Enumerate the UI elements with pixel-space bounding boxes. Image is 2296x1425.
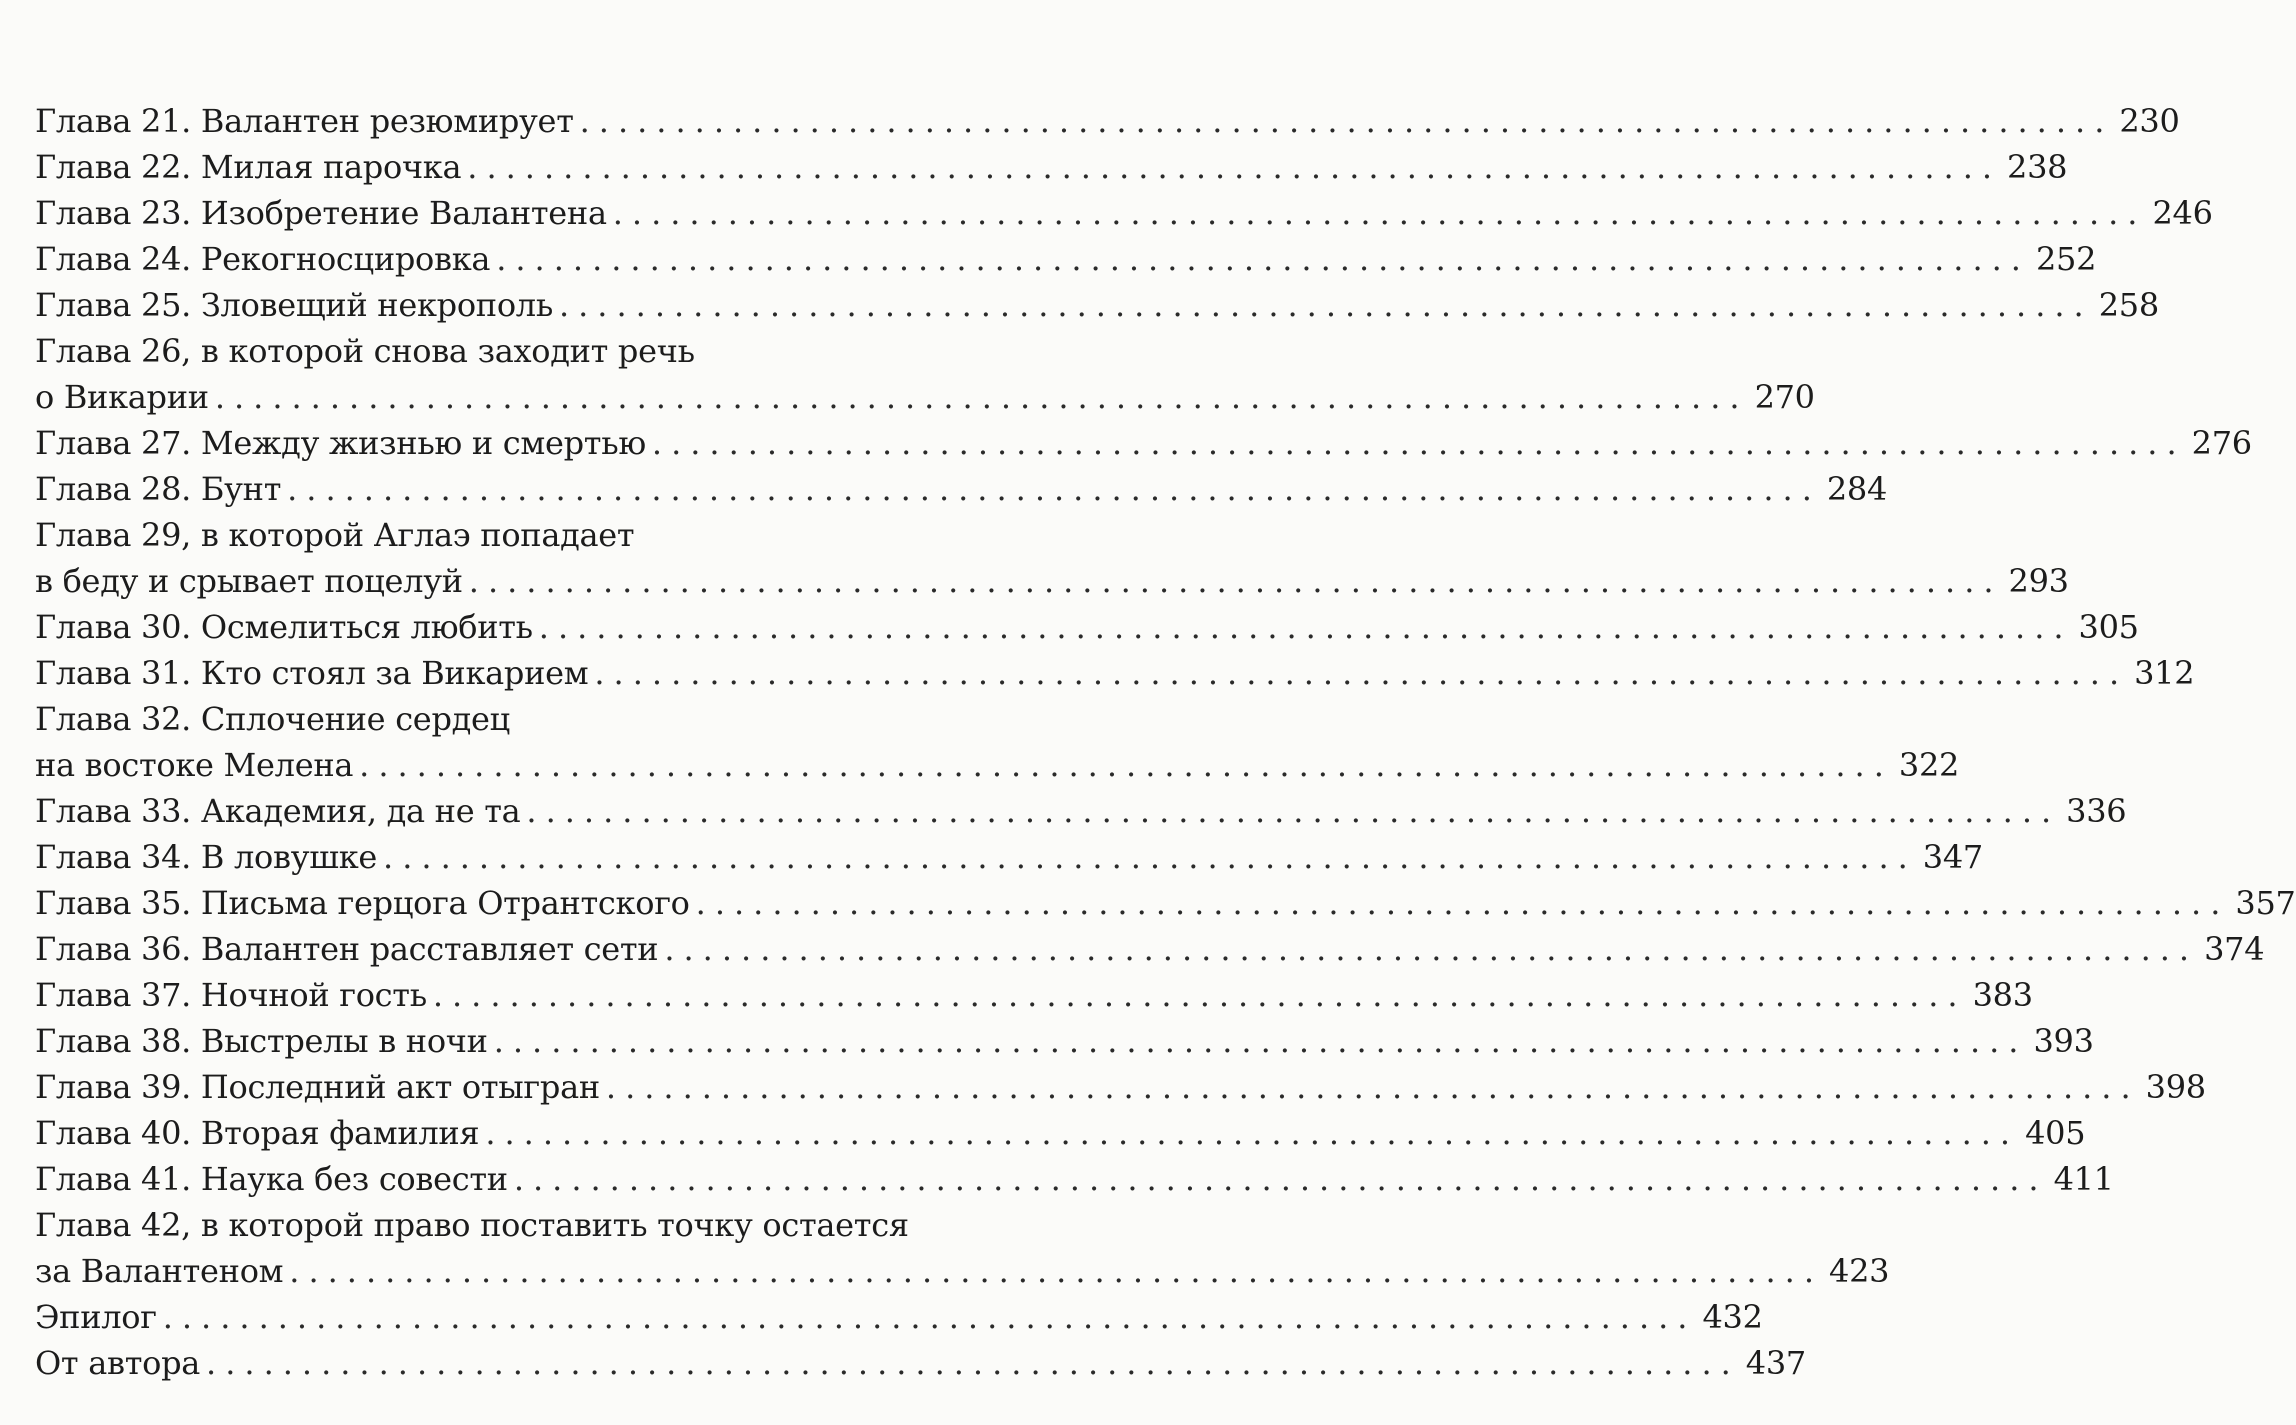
toc-line [35,696,885,742]
toc-page-number: 252 [2035,240,2097,278]
toc-entry-title: Глава 33. Академия, да не та [35,792,521,830]
toc-entry-title: Глава 31. Кто стоял за Викарием [35,654,589,692]
toc-page-number: 238 [2007,148,2068,186]
toc-entry-title: Глава 27. Между жизнью и смертью [35,424,646,462]
dot-leader: ................................................................................ [485,1114,2020,1152]
toc-entry-title: Глава 28. Бунт [35,470,282,508]
toc-page-number: 383 [1972,976,2033,1014]
toc-page-number: 246 [2152,194,2213,232]
toc-page-number: 423 [1829,1252,1890,1290]
toc-line [35,742,1960,788]
toc-entry-title: на востоке Мелена [35,746,354,784]
toc-entry-title: Глава 22. Милая парочка [35,148,462,186]
toc-entry [35,788,2127,834]
toc-page-number: 347 [1922,838,1983,876]
toc-line [35,972,2033,1018]
toc-entry-title: Глава 29, в которой Аглаэ попадает [35,516,635,554]
dot-leader: ................................................................................ [612,194,2147,232]
toc-entry-title: Глава 39. Последний акт отыгран [35,1068,600,1106]
toc-entry-title: Глава 30. Осмелиться любить [35,608,533,646]
toc-page-number: 374 [2204,930,2265,968]
toc-entry [35,98,2180,144]
dot-leader: ................................................................................ [579,102,2114,140]
toc-page-number: 312 [2134,654,2195,692]
toc-line [35,190,2213,236]
toc-line [35,604,2139,650]
toc-page-number: 411 [2053,1160,2114,1198]
toc-entry [35,1156,2114,1202]
toc-line [35,880,2296,926]
toc-page-number: 393 [2033,1022,2094,1060]
toc-page-number: 398 [2145,1068,2206,1106]
toc-entry [35,1340,1806,1386]
dot-leader: ................................................................................ [206,1344,1740,1382]
toc-line [35,1340,1806,1386]
toc-page-number: 357 [2235,884,2296,922]
toc-line [35,1064,2206,1110]
dot-leader: ................................................................................ [493,1022,2028,1060]
toc-entry [35,1110,2086,1156]
toc-page-number: 293 [2008,562,2069,600]
toc-line [35,98,2180,144]
toc-page-number: 270 [1754,378,1815,416]
toc-entry-title: за Валантеном [35,1252,284,1290]
toc-entry [35,696,1960,788]
toc-entry-title: Глава 37. Ночной гость [35,976,427,1014]
dot-leader: ................................................................................ [432,976,1967,1014]
toc-line [35,328,885,374]
dot-leader: ................................................................................ [287,470,1821,508]
toc-entry [35,144,2068,190]
toc-page-number: 284 [1826,470,1888,508]
toc-entry [35,1018,2094,1064]
toc-line [35,144,2068,190]
toc-line [35,1202,909,1248]
toc-entry [35,604,2139,650]
dot-leader: ................................................................................ [467,148,2002,186]
dot-leader: ................................................................................ [162,1298,1697,1336]
toc-entry [35,880,2296,926]
toc-page-number: 336 [2066,792,2127,830]
toc-entry-title: Глава 34. В ловушке [35,838,378,876]
toc-page-number: 405 [2025,1114,2086,1152]
toc-page-number: 305 [2078,608,2139,646]
toc-entry [35,466,1888,512]
toc-entry-title: Глава 41. Наука без совести [35,1160,508,1198]
dot-leader: ................................................................................ [383,838,1917,876]
toc-entry [35,834,1983,880]
toc-line [35,1110,2086,1156]
toc-line [35,650,2195,696]
toc-entry-title: Глава 36. Валантен расставляет сети [35,930,659,968]
toc-entry [35,328,1815,420]
toc-line [35,1156,2114,1202]
toc-entry [35,236,2097,282]
dot-leader: ................................................................................ [605,1068,2140,1106]
dot-leader: ................................................................................ [359,746,1893,784]
dot-leader: ................................................................................ [289,1252,1824,1290]
toc-page-number: 322 [1898,746,1960,784]
toc-entry-title: Глава 23. Изобретение Валантена [35,194,607,232]
toc-entry-title: Глава 40. Вторая фамилия [35,1114,480,1152]
dot-leader: ................................................................................ [664,930,2199,968]
toc-entry-title: Глава 35. Письма герцога Отрантского [35,884,690,922]
toc-page-number: 437 [1745,1344,1806,1382]
toc-entry-title: Глава 26, в которой снова заходит речь [35,332,695,370]
toc-line [35,788,2127,834]
dot-leader: ................................................................................ [651,424,2186,462]
toc-entry [35,972,2033,1018]
toc-page-number: 432 [1702,1298,1763,1336]
dot-leader: ................................................................................ [538,608,2073,646]
toc-entry [35,420,2252,466]
toc-entry-title: в беду и срывает поцелуй [35,562,463,600]
dot-leader: ................................................................................ [526,792,2061,830]
toc-line [35,420,2252,466]
dot-leader: ................................................................................ [496,240,2030,278]
toc-entry [35,1294,1763,1340]
toc-line [35,558,2069,604]
toc-entry-title: Глава 25. Зловещий некрополь [35,286,553,324]
dot-leader: ................................................................................ [214,378,1749,416]
toc-entry [35,926,2265,972]
toc-entry-title: Глава 24. Рекогносцировка [35,240,491,278]
dot-leader: ................................................................................ [558,286,2093,324]
table-of-contents [35,98,2296,1386]
toc-line [35,926,2265,972]
toc-entry [35,512,2069,604]
dot-leader: ................................................................................ [695,884,2230,922]
toc-entry-title: Глава 21. Валантен резюмирует [35,102,574,140]
dot-leader: ................................................................................ [468,562,2003,600]
toc-entry [35,282,2159,328]
toc-entry [35,1202,1890,1294]
toc-entry-title: о Викарии [35,378,209,416]
toc-line [35,512,885,558]
toc-page-number: 258 [2098,286,2159,324]
toc-entry-title: Глава 42, в которой право поставить точку остается [35,1206,909,1244]
toc-line [35,1248,1890,1294]
toc-entry-title: Эпилог [35,1298,157,1336]
toc-entry [35,190,2213,236]
toc-page-number: 230 [2119,102,2180,140]
toc-entry [35,1064,2206,1110]
toc-line [35,466,1888,512]
toc-line [35,1294,1763,1340]
toc-line [35,236,2097,282]
toc-line [35,1018,2094,1064]
toc-entry-title: Глава 32. Сплочение сердец [35,700,510,738]
toc-line [35,282,2159,328]
dot-leader: ................................................................................ [594,654,2129,692]
dot-leader: ................................................................................ [513,1160,2048,1198]
toc-entry-title: Глава 38. Выстрелы в ночи [35,1022,488,1060]
toc-entry-title: От автора [35,1344,201,1382]
toc-line [35,374,1815,420]
toc-line [35,834,1983,880]
toc-page-number: 276 [2191,424,2252,462]
toc-entry [35,650,2195,696]
